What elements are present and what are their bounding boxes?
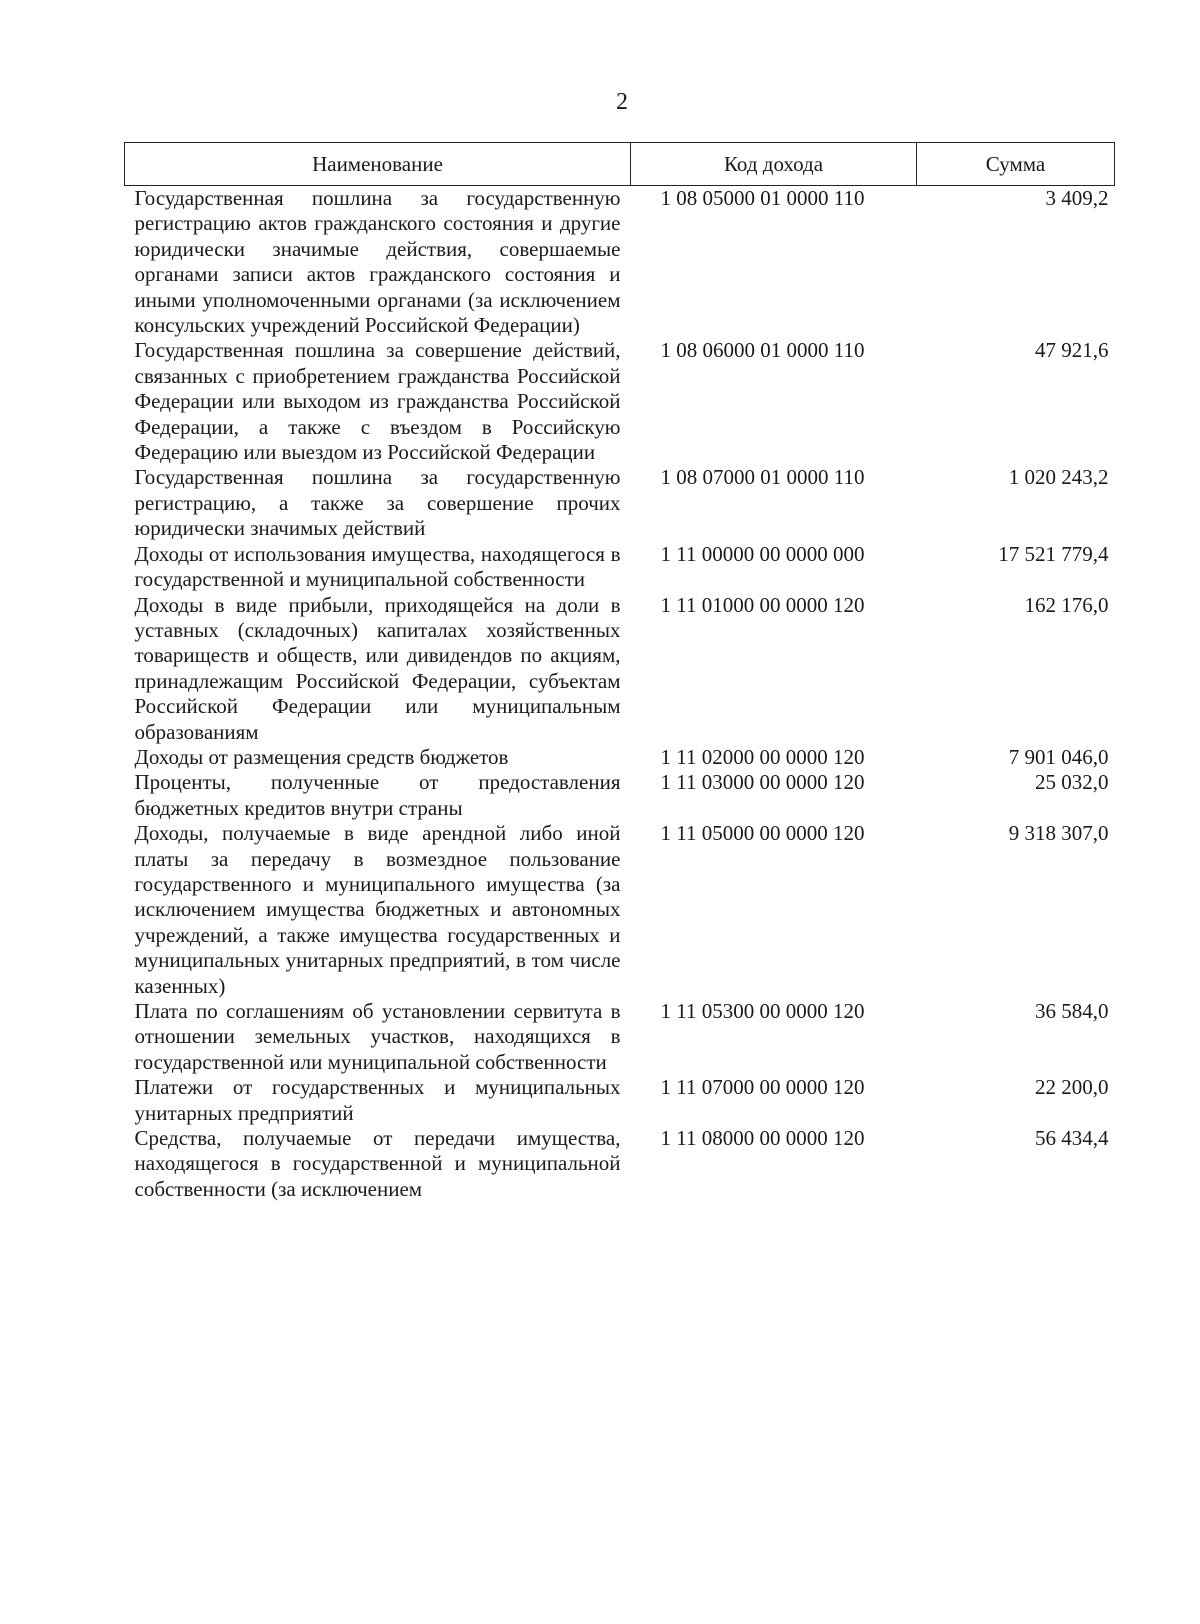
row-code: 1 11 02000 00 0000 120 — [660, 744, 865, 769]
row-sum: 17 521 779,4 — [998, 541, 1109, 566]
row-sum: 1 020 243,2 — [1008, 465, 1109, 490]
row-code: 1 11 01000 00 0000 120 — [660, 592, 865, 617]
row-sum: 22 200,0 — [1035, 1075, 1109, 1100]
table-header — [125, 143, 1115, 186]
row-name: Плата по соглашениям об установлении сервитута в отношении земельных участков, находящихся в государственной или муниципальной собственности — [134, 999, 621, 1074]
table-row — [125, 821, 1115, 999]
header-code: Код дохода — [631, 143, 917, 186]
row-name: Государственная пошлина за совершение действий, связанных с приобретением гражданства Российской Федерации или выходом из гражданства Российской Федерации, а также с въездом в Российскую Федерацию или выездом из Российской Федерации — [134, 338, 621, 465]
row-sum: 7 901 046,0 — [1008, 744, 1109, 769]
table-row — [125, 1075, 1115, 1126]
row-sum: 162 176,0 — [1024, 592, 1109, 617]
header-name: Наименование — [125, 143, 631, 186]
table-header-row — [125, 143, 1115, 186]
table-row — [125, 1126, 1115, 1202]
revenue-table-wrapper — [124, 142, 1114, 1202]
row-name: Проценты, полученные от предоставления бюджетных кредитов внутри страны — [134, 770, 621, 820]
table-row — [125, 593, 1115, 745]
row-code: 1 08 05000 01 0000 110 — [660, 186, 865, 210]
row-code: 1 11 00000 00 0000 000 — [660, 541, 865, 566]
row-code: 1 11 05000 00 0000 120 — [660, 821, 865, 846]
table-row — [125, 542, 1115, 593]
row-code: 1 11 08000 00 0000 120 — [660, 1126, 865, 1151]
header-sum: Сумма — [917, 143, 1115, 186]
table-row — [125, 770, 1115, 821]
row-sum: 9 318 307,0 — [1008, 821, 1109, 846]
table-row — [125, 338, 1115, 465]
row-code: 1 11 07000 00 0000 120 — [660, 1075, 865, 1100]
row-sum: 36 584,0 — [1035, 999, 1109, 1023]
row-name: Доходы от размещения средств бюджетов — [134, 744, 509, 769]
row-name: Государственная пошлина за государственную регистрацию, а также за совершение прочих юридически значимых действий — [134, 465, 621, 541]
table-row — [125, 999, 1115, 1075]
row-code: 1 11 05300 00 0000 120 — [660, 999, 865, 1023]
row-name: Доходы, получаемые в виде арендной либо иной платы за передачу в возмездное пользование государственного и муниципального имущества (за исключением имущества бюджетных и автономных учреждений, а также имущества государственных и муниципальных унитарных предприятий, в том числе казенных) — [134, 821, 621, 998]
row-sum: 3 409,2 — [1045, 186, 1109, 210]
row-name: Платежи от государственных и муниципальных унитарных предприятий — [134, 1075, 621, 1125]
row-name: Средства, получаемые от передачи имущества, находящегося в государственной и муниципальной собственности (за исключением — [134, 1126, 621, 1201]
row-name: Государственная пошлина за государственную регистрацию актов гражданского состояния и другие юридически значимые действия, совершаемые органами записи актов гражданского состояния и иными уполномоченными органами (за исключением консульских учреждений Российской Федерации) — [134, 186, 621, 338]
table-row — [125, 745, 1115, 770]
row-name: Доходы от использования имущества, находящегося в государственной и муниципальной собственности — [134, 541, 621, 592]
row-sum: 47 921,6 — [1035, 338, 1109, 363]
row-sum: 56 434,4 — [1035, 1126, 1109, 1151]
row-code: 1 08 07000 01 0000 110 — [660, 465, 865, 490]
page-number: 2 — [616, 89, 628, 115]
row-code: 1 11 03000 00 0000 120 — [660, 770, 865, 795]
table-body — [125, 186, 1115, 1203]
table-row — [125, 465, 1115, 541]
revenue-table — [124, 142, 1115, 1202]
row-name: Доходы в виде прибыли, приходящейся на доли в уставных (складочных) капиталах хозяйственных товариществ и обществ, или дивидендов по акциям, принадлежащим Российской Федерации, субъектам Российской Федерации или муниципальным образованиям — [134, 592, 621, 744]
table-row — [125, 186, 1115, 339]
row-code: 1 08 06000 01 0000 110 — [660, 338, 865, 363]
row-sum: 25 032,0 — [1035, 770, 1109, 795]
